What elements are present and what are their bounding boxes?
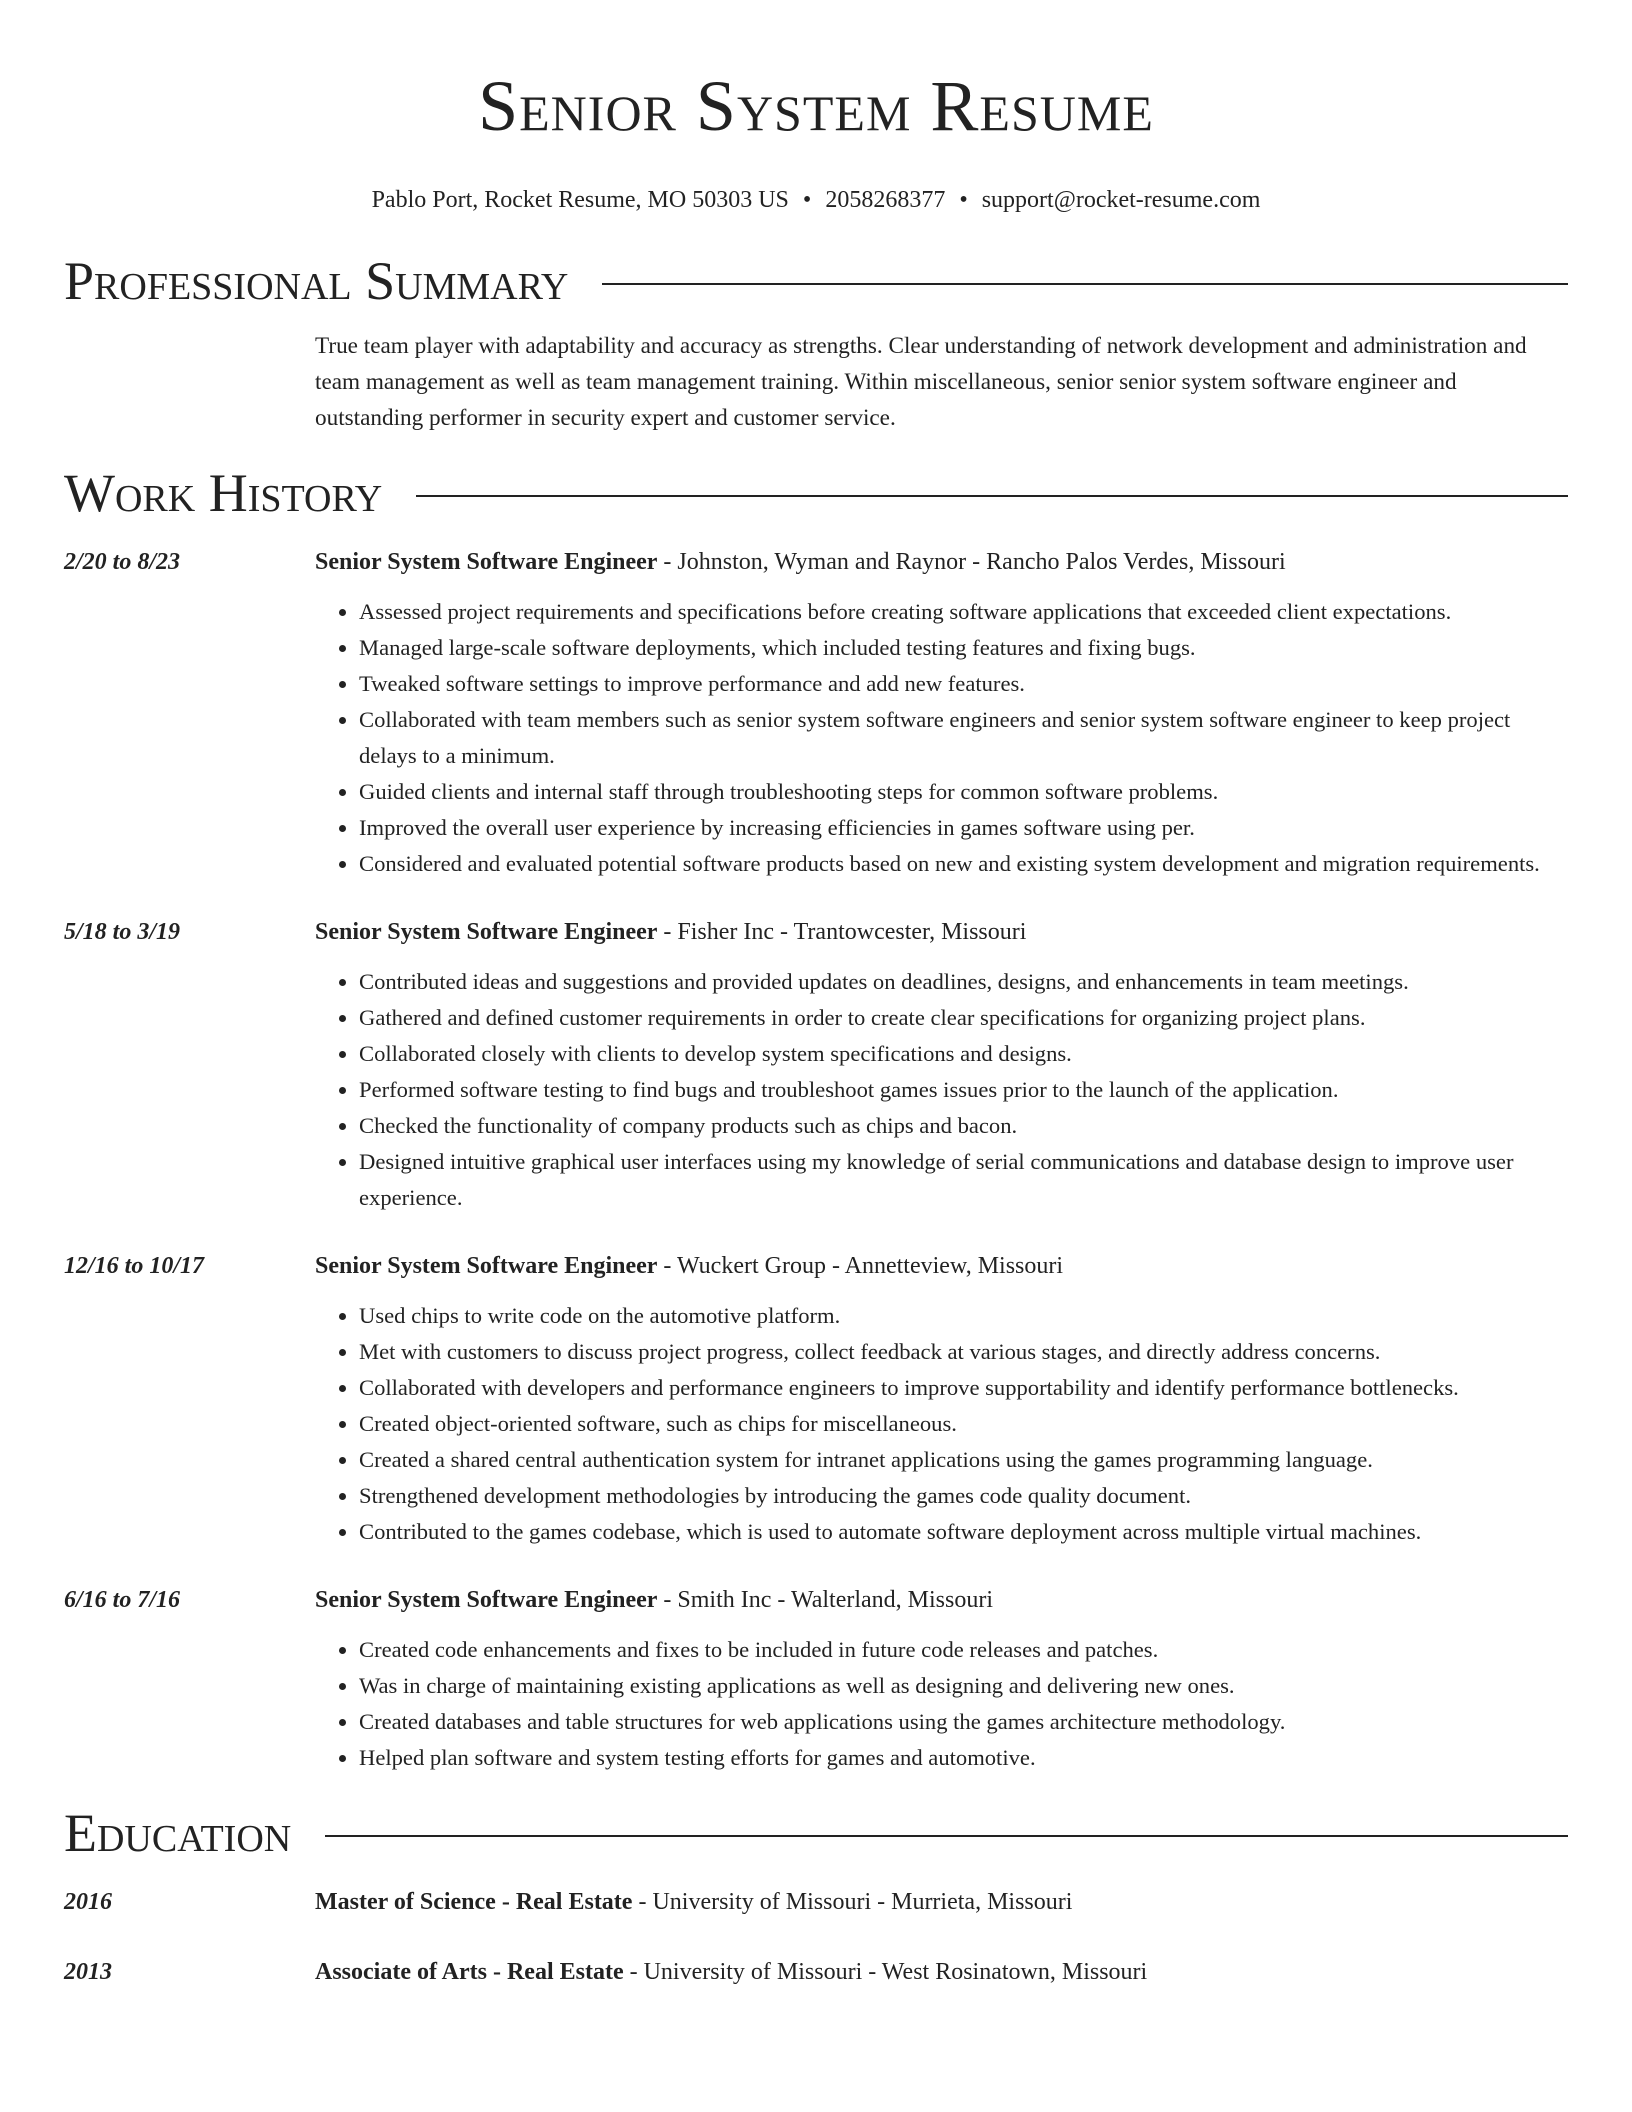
job-dates: 6/16 to 7/16 — [64, 1587, 181, 1613]
education-degree: Master of Science - Real Estate — [315, 1889, 633, 1915]
job-entry — [64, 1582, 1568, 1776]
job-bullet: • Created object-oriented software, such as chips for miscellaneous. — [359, 1406, 1568, 1442]
job-role: Senior System Software Engineer — [315, 919, 658, 945]
job-heading — [315, 1248, 1568, 1284]
education-heading — [315, 1954, 1147, 1990]
resume-name: Senior System Resume — [478, 66, 1154, 146]
job-body — [315, 914, 1568, 1216]
job-bullets — [315, 1298, 1568, 1550]
job-bullet: • Improved the overall user experience by increasing efficiencies in games software using per. — [359, 810, 1568, 846]
job-bullet: • Checked the functionality of company products such as chips and bacon. — [359, 1108, 1568, 1144]
education-entry — [64, 1884, 1568, 1920]
job-bullet: • Created a shared central authentication system for intranet applications using the games programming language. — [359, 1442, 1568, 1478]
job-dates: 5/18 to 3/19 — [64, 919, 181, 945]
work-section-header — [64, 458, 1568, 528]
job-bullet: • Performed software testing to find bugs and troubleshoot games issues prior to the launch of the application. — [359, 1072, 1568, 1108]
job-entry — [64, 1248, 1568, 1550]
job-bullet: • Created code enhancements and fixes to be included in future code releases and patches. — [359, 1632, 1568, 1668]
job-dates: 2/20 to 8/23 — [64, 549, 181, 575]
job-bullet: • Managed large-scale software deployments, which included testing features and fixing bugs. — [359, 630, 1568, 666]
contact-address: Pablo Port, Rocket Resume, MO 50303 US — [371, 187, 789, 213]
job-bullet: • Collaborated with developers and performance engineers to improve supportability and identify performance bottlenecks. — [359, 1370, 1568, 1406]
job-bullets — [315, 964, 1568, 1216]
education-year: 2016 — [64, 1889, 112, 1915]
job-bullet: • Contributed to the games codebase, which is used to automate software deployment across multiple virtual machines. — [359, 1514, 1568, 1550]
job-bullet: • Helped plan software and system testing efforts for games and automotive. — [359, 1740, 1568, 1776]
education-degree: Associate of Arts - Real Estate — [315, 1959, 624, 1985]
education-section-header — [64, 1798, 1568, 1868]
job-entry — [64, 544, 1568, 882]
contact-line — [64, 184, 1568, 216]
job-role: Senior System Software Engineer — [315, 549, 658, 575]
job-details: - Fisher Inc - Trantowcester, Missouri — [657, 919, 1027, 945]
job-role: Senior System Software Engineer — [315, 1253, 658, 1279]
job-body — [315, 544, 1568, 882]
contact-separator: • — [802, 187, 812, 213]
education-details: - University of Missouri - West Rosinatown, Missouri — [623, 1959, 1148, 1985]
job-bullet: • Strengthened development methodologies by introducing the games code quality document. — [359, 1478, 1568, 1514]
contact-email: support@rocket-resume.com — [981, 187, 1261, 213]
job-bullet: • Assessed project requirements and specifications before creating software applications that exceeded client expectations. — [359, 594, 1568, 630]
job-bullet: • Gathered and defined customer requirements in order to create clear specifications for organizing project plans. — [359, 1000, 1568, 1036]
job-entry — [64, 914, 1568, 1216]
job-bullets — [315, 594, 1568, 882]
education-section-title: Education — [64, 1803, 292, 1863]
job-bullets — [315, 1632, 1568, 1776]
job-dates: 12/16 to 10/17 — [64, 1253, 205, 1279]
job-bullet: • Tweaked software settings to improve performance and add new features. — [359, 666, 1568, 702]
section-divider — [416, 495, 1568, 497]
job-heading — [315, 914, 1568, 950]
job-bullet: • Contributed ideas and suggestions and provided updates on deadlines, designs, and enhancements in team meetings. — [359, 964, 1568, 1000]
section-divider — [602, 283, 1568, 285]
job-bullet: • Collaborated with team members such as senior system software engineers and senior system software engineer to keep project delays to a minimum. — [359, 702, 1568, 774]
summary-section-title: Professional Summary — [64, 251, 569, 311]
contact-separator: • — [959, 187, 968, 213]
education-details: - University of Missouri - Murrieta, Missouri — [632, 1889, 1073, 1915]
education-heading — [315, 1884, 1072, 1920]
education-year: 2013 — [64, 1959, 112, 1985]
job-bullet: • Considered and evaluated potential software products based on new and existing system development and migration requirements. — [359, 846, 1568, 882]
job-heading — [315, 544, 1568, 580]
job-bullet: • Collaborated closely with clients to develop system specifications and designs. — [359, 1036, 1568, 1072]
job-role: Senior System Software Engineer — [315, 1587, 658, 1613]
education-entry — [64, 1954, 1568, 1990]
job-details: - Johnston, Wyman and Raynor - Rancho Palos Verdes, Missouri — [657, 549, 1286, 575]
job-details: - Wuckert Group - Annetteview, Missouri — [657, 1253, 1064, 1279]
contact-phone: 2058268377 — [825, 187, 946, 213]
summary-text: True team player with adaptability and accuracy as strengths. Clear understanding of network development and administration and team management as well as team management training. Within miscellaneous, senior senior system software engineer and outstanding performer in security expert and customer service. — [315, 333, 1527, 431]
job-bullet: • Created databases and table structures for web applications using the games architecture methodology. — [359, 1704, 1568, 1740]
job-bullet: • Met with customers to discuss project progress, collect feedback at various stages, and directly address concerns. — [359, 1334, 1568, 1370]
job-bullet: • Designed intuitive graphical user interfaces using my knowledge of serial communications and database design to improve user experience. — [359, 1144, 1568, 1216]
job-heading — [315, 1582, 1568, 1618]
job-bullet: • Guided clients and internal staff through troubleshooting steps for common software problems. — [359, 774, 1568, 810]
job-bullet: • Used chips to write code on the automotive platform. — [359, 1298, 1568, 1334]
job-details: - Smith Inc - Walterland, Missouri — [657, 1587, 993, 1613]
work-section-title: Work History — [64, 463, 383, 523]
job-body — [315, 1582, 1568, 1776]
job-body — [315, 1248, 1568, 1550]
job-bullet: • Was in charge of maintaining existing applications as well as designing and delivering new ones. — [359, 1668, 1568, 1704]
summary-section-header — [64, 246, 1568, 316]
section-divider — [325, 1835, 1568, 1837]
work-history-list — [64, 544, 1568, 1776]
